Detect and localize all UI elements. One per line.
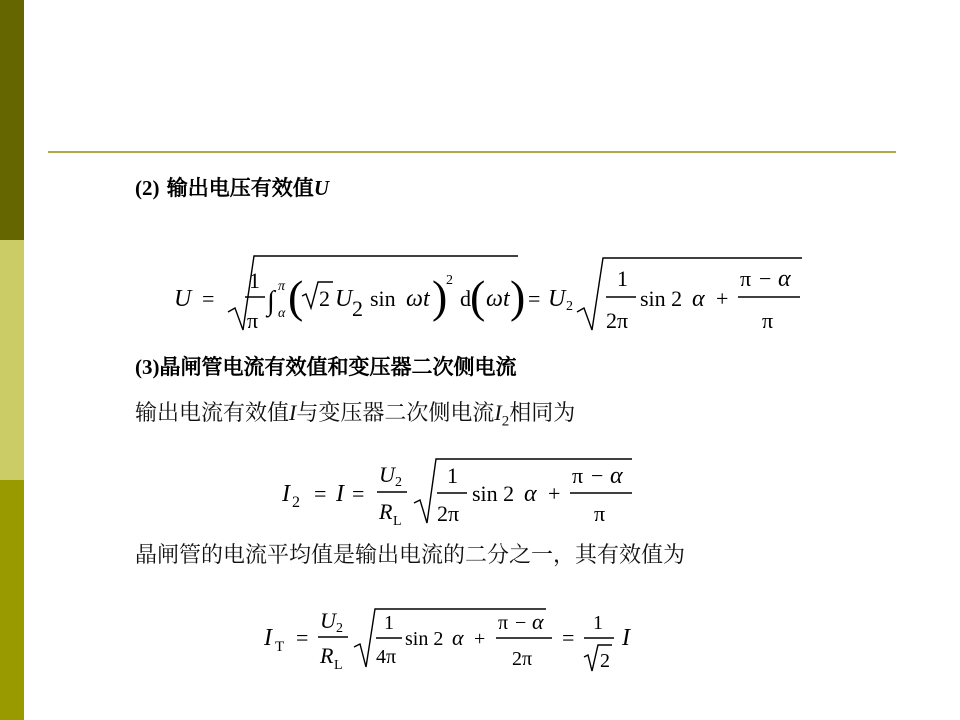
f3-r-sub: L [334,658,343,673]
f1-paren2-close: ) [510,271,526,322]
formula-secondary-current [280,455,640,535]
f2-eq2: = [352,481,365,506]
f3-sin: sin 2 [405,628,444,650]
f3-plus: + [474,628,486,650]
f1-r-den-pi: π [762,308,774,333]
f3-i-sub: T [275,639,285,655]
f1-paren-open: ( [288,271,304,322]
sidebar-band-middle [0,240,24,480]
f3-u-sub: 2 [336,621,343,636]
f1-d: d [460,286,471,311]
f3-eq1: = [296,625,309,650]
f2-u: U [379,462,395,487]
f2-i2: I [336,481,344,507]
paragraph-output-current [135,396,575,430]
f2-r: R [379,499,393,524]
f1-one: 1 [249,268,260,293]
f3-alpha: α [452,625,464,650]
f1-pi: π [247,308,259,333]
f1-r-alpha: α [692,286,705,312]
f2-r-sub: L [393,514,402,529]
paragraph-thyristor-current [135,538,685,569]
f1-plus: + [716,286,729,311]
f1-eq: = [202,286,215,311]
f2-i-sub: 2 [292,494,300,511]
f2-num-alpha: α [610,463,623,489]
f2-den-pi: π [594,501,606,526]
f3-i-end: I [622,625,630,651]
f2-minus: − [591,463,604,488]
f1-int-lower: α [278,306,286,321]
f1-paren-close: ) [432,271,448,322]
f2-plus: + [548,481,561,506]
f1-power: 2 [446,273,453,288]
f1-integral-sign: ∫ [267,286,275,317]
f3-four-pi: 4π [376,646,397,668]
f1-r-one: 1 [617,266,628,291]
title-divider [48,151,896,153]
f1-omega-t2: ωt [486,286,510,312]
f2-num-pi: π [572,463,584,488]
formula-thyristor-rms-current [262,605,642,685]
f2-u-sub: 2 [395,475,402,490]
f3-den-two-pi: 2π [512,648,533,670]
f1-minus: − [759,266,772,291]
f1-paren2-open: ( [470,271,486,322]
p1-text-2: 与变压器二次侧电流 [296,401,495,426]
f3-r: R [320,643,334,668]
f1-sin: sin [370,286,396,311]
f1-u-sub: 2 [352,296,363,321]
f2-eq1: = [314,481,327,506]
p1-var-i: I [289,400,297,425]
p1-text-1: 输出电流有效值 [135,401,290,426]
section-2-number: (2) [135,176,160,200]
f2-sin: sin 2 [472,481,515,506]
f1-eq2: = [528,286,541,311]
formula-output-voltage-rms [170,250,810,340]
f1-rhs-u: U [548,286,566,312]
f1-u: U [335,286,353,312]
p1-var-i2-sub: 2 [501,413,510,430]
f3-i: I [264,625,272,651]
f3-one: 1 [384,612,394,634]
f2-i: I [282,481,290,507]
f3-eq2: = [562,625,575,650]
f2-alpha: α [524,481,537,507]
section-2-title: 输出电压有效值 [159,175,314,200]
f2-one: 1 [447,463,458,488]
section-3-number: (3) [135,355,160,379]
f1-r-num-pi: π [740,266,752,291]
sidebar-band-top [0,0,24,240]
f1-sqrt-two: 2 [319,286,330,311]
section-2-heading [135,172,329,202]
section-3-title: 晶闸管电流有效值和变压器二次侧电流 [159,354,517,379]
f3-minus: − [515,612,527,634]
f1-rhs-u-sub: 2 [566,299,573,314]
f3-two: 2 [600,650,610,672]
f3-num-alpha: α [532,609,544,634]
p2-text: 晶闸管的电流平均值是输出电流的二分之一，其有效值为 [135,543,686,568]
f1-lhs: U [174,286,192,312]
f1-r-two-pi: 2π [606,308,629,333]
f1-int-upper: π [278,279,286,294]
f3-one2: 1 [593,612,603,634]
f1-omega-t: ωt [406,286,430,312]
p1-var-i2: I [494,400,502,425]
p1-text-3: 相同为 [509,401,576,426]
f3-u: U [320,608,336,633]
section-3-heading [135,351,517,381]
f2-two-pi: 2π [437,501,460,526]
sidebar-band-bottom [0,480,24,720]
f1-r-sin: sin 2 [640,286,683,311]
section-2-variable: U [313,176,329,200]
f1-r-num-alpha: α [778,266,791,292]
f3-num-pi: π [498,612,509,634]
